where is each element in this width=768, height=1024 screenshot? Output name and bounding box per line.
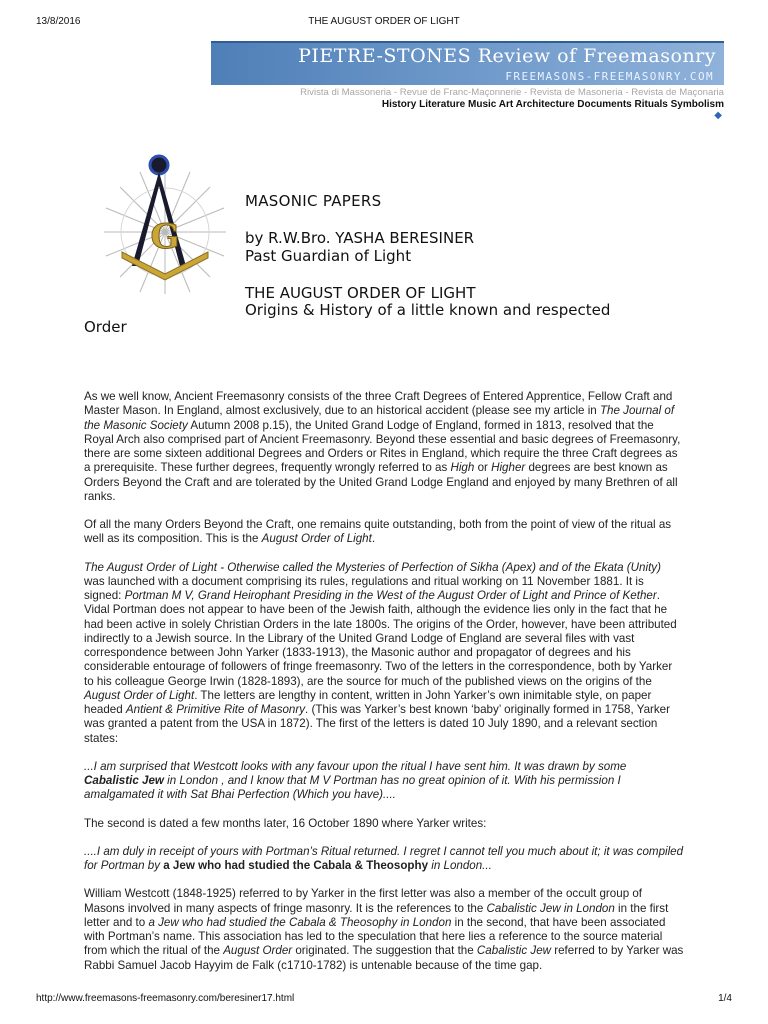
print-date: 13/8/2016: [36, 16, 81, 27]
paragraph: William Westcott (1848-1925) referred to by Yarker in the first letter was also a member of the occult group of Masons involved in many aspects of fringe masonry. It is the references to the Cabalistic Jew in London in the first letter and to a Jew who had studied the Cabala & Theosophy in London in the second, that have been associated with Portman’s name. This association has led to the speculation that here lies a reference to the source material from which the ritual of the August Order originated. The suggestion that the Cabalistic Jew referred to by Yarker was Rabbi Samuel Jacob Hayyim de Falk (c1710-1782) is untenable because of the time gap.: [84, 887, 684, 972]
article-body: [84, 390, 684, 987]
article-subtitle-cont: Order: [84, 318, 127, 336]
banner-title: PIETRE-STONES Review of Freemasonry: [298, 45, 716, 67]
language-links[interactable]: Rivista di Massoneria - Revue de Franc-Maçonnerie - Revista de Masoneria - Revista de Maçonaria: [300, 87, 724, 98]
paragraph: As we well know, Ancient Freemasonry consists of the three Craft Degrees of Entered Apprentice, Fellow Craft and Master Mason. In England, almost exclusively, due to an historical accident (please see my article in The Journal of the Masonic Society Autumn 2008 p.15), the United Grand Lodge of England, formed in 1813, resolved that the Royal Arch also comprised part of Ancient Freemasonry. Beyond these essential and basic degrees of Freemasonry, there are some sixteen additional Degrees and Orders or Rites in England, which require the three Craft degrees as a prerequisite. These further degrees, frequently wrongly referred to as High or Higher degrees are best known as Orders Beyond the Craft and are tolerated by the United Grand Lodge England and enjoyed by many Brethren of all ranks.: [84, 390, 681, 503]
quote: ...I am surprised that Westcott looks with any favour upon the ritual I have sent him. It was drawn by some Cabalistic Jew in London , and I know that M V Portman has no great opinion of it. With his permission I amalgamated it with Sat Bhai Perfection (Which you have)....: [84, 759, 627, 802]
banner-subtitle: FREEMASONS-FREEMASONRY.COM: [505, 70, 714, 83]
page-number: 1/4: [718, 993, 732, 1004]
print-header: [36, 16, 732, 30]
article-subtitle: Origins & History of a little known and respected: [245, 301, 611, 319]
site-banner[interactable]: [211, 41, 724, 85]
section-label: MASONIC PAPERS: [245, 192, 382, 210]
paragraph: The second is dated a few months later, 16 October 1890 where Yarker writes:: [84, 816, 487, 830]
page-url[interactable]: http://www.freemasons-freemasonry.com/beresiner17.html: [36, 993, 295, 1004]
emblem-letter: G: [150, 217, 180, 257]
square-compass-g-icon: [102, 150, 228, 296]
topic-links[interactable]: History Literature Music Art Architecture Documents Rituals Symbolism: [381, 99, 724, 110]
print-title: THE AUGUST ORDER OF LIGHT: [308, 16, 460, 27]
article-title: THE AUGUST ORDER OF LIGHT: [245, 284, 476, 302]
author-title: Past Guardian of Light: [245, 247, 412, 265]
diamond-icon: ◆: [714, 110, 722, 121]
author-line: by R.W.Bro. YASHA BERESINER: [245, 229, 475, 247]
paragraph: Of all the many Orders Beyond the Craft, one remains quite outstanding, both from the point of view of the ritual as well as its composition. This is the August Order of Light.: [84, 518, 672, 546]
print-footer: [36, 993, 732, 1007]
paragraph: The August Order of Light - Otherwise called the Mysteries of Perfection of Sikha (Apex) and of the Ekata (Unity) was launched with a document comprising its rules, regulations and ritual working on 11 November 1881. It is signed: Portman M V, Grand Heirophant Presiding in the West of the August Order of Light and Prince of Kether. Vidal Portman does not appear to have been of the Jewish faith, although the evidence lies only in the fact that he had been active in solely Christian Orders in the late 1800s. The origins of the Order, however, have been attributed indirectly to a Jewish source. In the Library of the United Grand Lodge of England are several files with vast correspondence between John Yarker (1833-1913), the Masonic author and propagator of degrees and his considerable entourage of followers of fringe freemasonry. Two of the letters in the correspondence, both by Yarker to his colleague George Irwin (1828-1893), are the source for much of the published views on the origins of the August Order of Light. The letters are lengthy in content, written in John Yarker’s own inimitable style, on paper headed Antient & Primitive Rite of Masonry. (This was Yarker’s best known ‘baby’ originally formed in 1758, Yarker was granted a patent from the USA in 1872). The first of the letters is dated 10 July 1890, and a relevant section states:: [84, 560, 677, 745]
quote: ....I am duly in receipt of yours with Portman’s Ritual returned. I regret I cannot tell you much about it; it was compiled for Portman by a Jew who had studied the Cabala & Theosophy in London...: [84, 844, 684, 872]
